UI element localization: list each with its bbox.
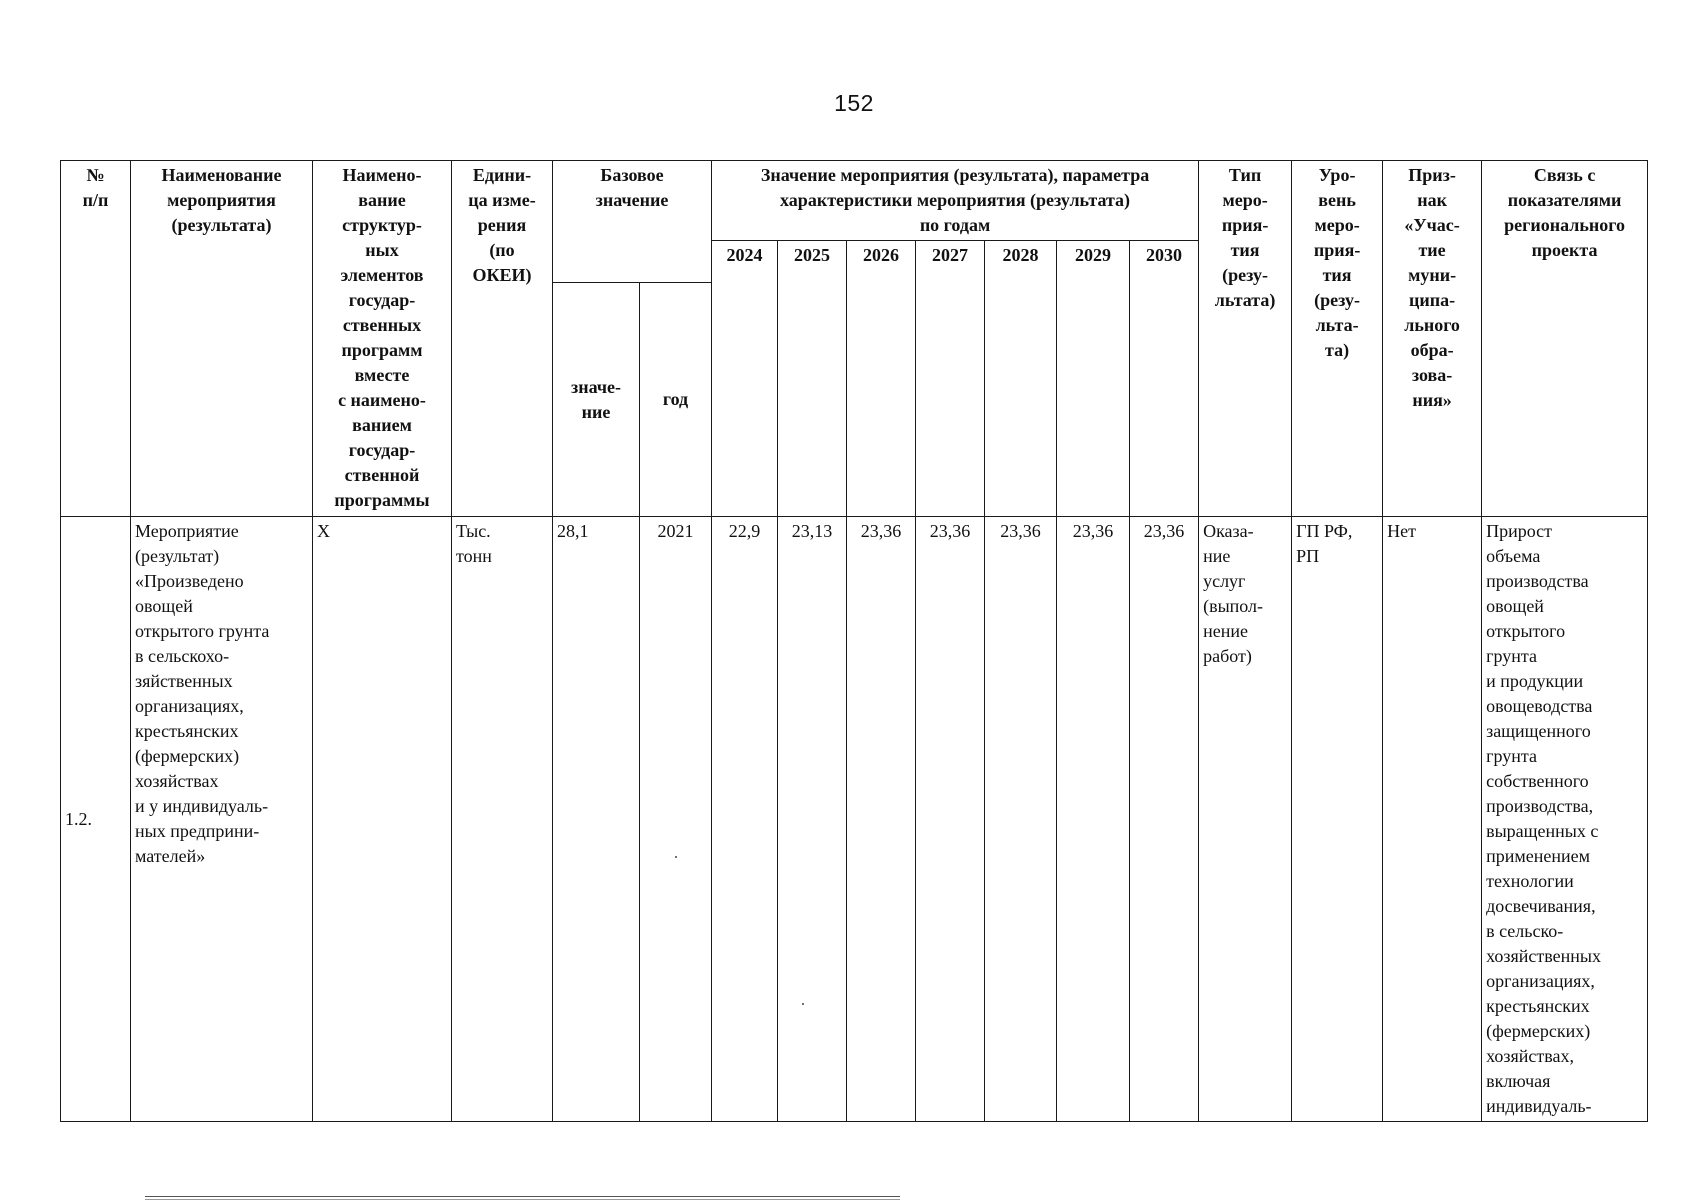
- page-number: 152: [834, 90, 874, 116]
- row-municipal: Нет: [1383, 517, 1482, 1122]
- header-name: Наименование мероприятия (результата): [131, 161, 313, 517]
- header-link: Связь с показателями регионального проекта: [1482, 161, 1648, 517]
- table-row: [61, 517, 1648, 1122]
- scan-speck: [675, 856, 677, 858]
- scan-artifact-line: [145, 1196, 900, 1197]
- header-base: Базовое значение: [553, 161, 712, 283]
- header-year-2024: 2024: [712, 241, 778, 517]
- row-link: Прирост объема производства овощей открытого грунта и продукции овощеводства защищенного грунта собственного производства, выращенных с применением технологии досвечивания, в сельско- хозяйственных организациях, крестьянских (фермерских) хозяйствах, включая индивидуаль-: [1482, 517, 1648, 1122]
- row-unit: Тыс. тонн: [452, 517, 553, 1122]
- row-level: ГП РФ, РП: [1292, 517, 1383, 1122]
- row-value-2024: 22,9: [712, 517, 778, 1122]
- header-unit: Едини- ца изме- рения (по ОКЕИ): [452, 161, 553, 517]
- row-name: Мероприятие (результат) «Произведено овощей открытого грунта в сельскохо- зяйственных организациях, крестьянских (фермерских) хозяйствах и у индивидуаль- ных предприни- мателей»: [131, 517, 313, 1122]
- header-year-2028: 2028: [985, 241, 1057, 517]
- header-municipal: Приз- нак «Учас- тие муни- ципа- льного обра- зова- ния»: [1383, 161, 1482, 517]
- row-value-2029: 23,36: [1057, 517, 1130, 1122]
- header-level: Уро- вень меро- прия- тия (резу- льта- та): [1292, 161, 1383, 517]
- scan-speck: [802, 1003, 804, 1005]
- row-base-value: 28,1: [553, 517, 640, 1122]
- header-year-2030: 2030: [1130, 241, 1199, 517]
- header-year-2026: 2026: [847, 241, 916, 517]
- row-base-year: 2021: [640, 517, 712, 1122]
- header-type: Тип меро- прия- тия (резу- льтата): [1199, 161, 1292, 517]
- row-type: Оказа- ние услуг (выпол- нение работ): [1199, 517, 1292, 1122]
- header-year-2029: 2029: [1057, 241, 1130, 517]
- header-base-year: год: [640, 283, 712, 517]
- header-struct: Наимено- вание структур- ных элементов государ- ственных программ вместе с наимено- ванием государ- ственной программы: [313, 161, 452, 517]
- header-year-2025: 2025: [778, 241, 847, 517]
- header-values-by-year: Значение мероприятия (результата), параметра характеристики мероприятия (результата) по годам: [712, 161, 1199, 241]
- indicators-table: [60, 160, 1648, 1122]
- row-value-2030: 23,36: [1130, 517, 1199, 1122]
- header-num: № п/п: [61, 161, 131, 517]
- row-struct: Х: [313, 517, 452, 1122]
- row-value-2025: 23,13: [778, 517, 847, 1122]
- header-base-value: значе- ние: [553, 283, 640, 517]
- row-value-2026: 23,36: [847, 517, 916, 1122]
- header-year-2027: 2027: [916, 241, 985, 517]
- row-value-2028: 23,36: [985, 517, 1057, 1122]
- row-value-2027: 23,36: [916, 517, 985, 1122]
- row-num: 1.2.: [61, 517, 131, 1122]
